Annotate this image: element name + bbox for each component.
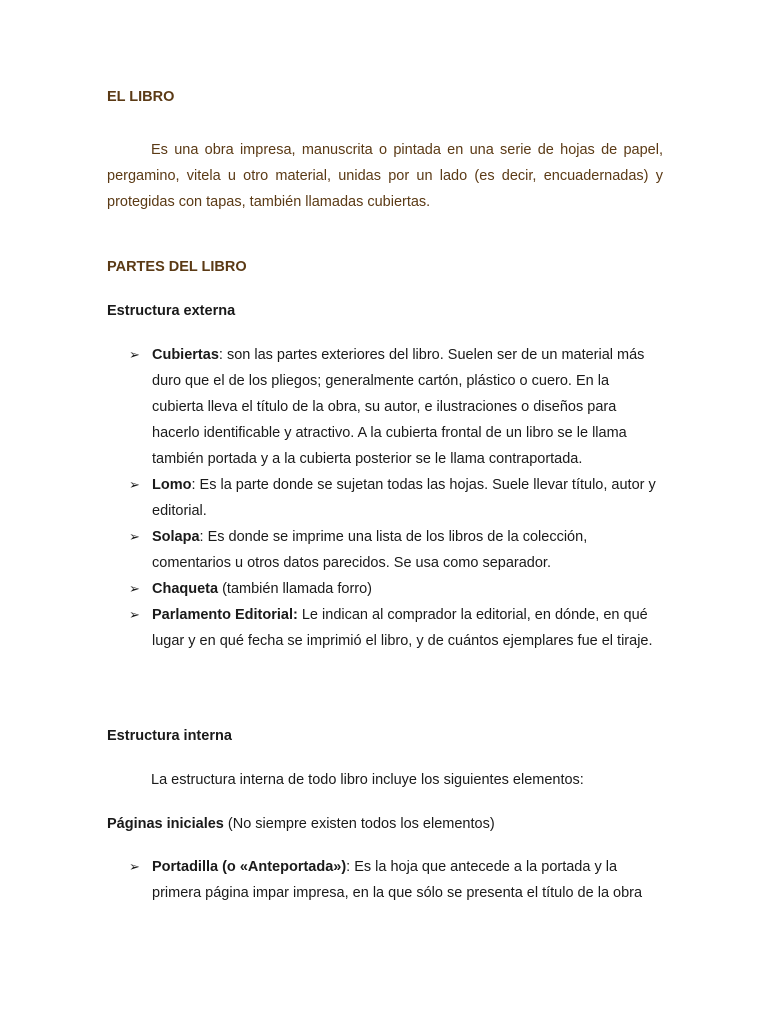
list-item — [107, 602, 663, 654]
list-item-term: Parlamento Editorial: — [152, 607, 298, 623]
list-item-term: Cubiertas — [152, 347, 219, 363]
interna-intro: La estructura interna de todo libro incluye los siguientes elementos: — [151, 772, 584, 788]
arrow-bullet-icon: ➢ — [129, 477, 140, 492]
intro-paragraph — [107, 137, 663, 215]
subsection-title-interna: Estructura interna — [107, 728, 232, 744]
list-item-term: Portadilla (o «Anteportada») — [152, 859, 347, 875]
arrow-bullet-icon: ➢ — [129, 347, 140, 362]
subsection-title-externa: Estructura externa — [107, 303, 236, 319]
list-item — [107, 854, 663, 906]
list-item-text: (también llamada forro) — [218, 581, 372, 597]
iniciales-title: Páginas iniciales — [107, 816, 224, 832]
list-item-text: Le indican al comprador la editorial, en dónde, en qué lugar y en qué fecha se imprimió el libro, y de cuántos ejemplares fue el tiraje. — [152, 607, 653, 649]
list-item — [107, 342, 663, 472]
iniciales-list — [107, 854, 663, 906]
iniciales-heading — [107, 816, 495, 832]
list-item — [107, 576, 663, 602]
list-item-term: Lomo — [152, 477, 192, 493]
arrow-bullet-icon: ➢ — [129, 581, 140, 596]
list-item-term: Solapa — [152, 529, 200, 545]
list-item — [107, 524, 663, 576]
list-item-text: : Es donde se imprime una lista de los libros de la colección, comentarios u otros datos parecidos. Se usa como separador. — [152, 529, 588, 571]
list-item-text: : Es la hoja que antecede a la portada y la primera página impar impresa, en la que sólo se presenta el título de la obra — [152, 859, 643, 901]
arrow-bullet-icon: ➢ — [129, 859, 140, 874]
page-title: EL LIBRO — [107, 89, 175, 105]
list-item — [107, 472, 663, 524]
iniciales-note: (No siempre existen todos los elementos) — [223, 816, 495, 832]
arrow-bullet-icon: ➢ — [129, 607, 140, 622]
list-item-text: : Es la parte donde se sujetan todas las hojas. Suele llevar título, autor y editorial. — [152, 477, 656, 519]
section-title-partes: PARTES DEL LIBRO — [107, 259, 247, 275]
list-item-text: : son las partes exteriores del libro. Suelen ser de un material más duro que el de los pliegos; generalmente cartón, plástico o cuero. En la cubierta lleva el título de la obra, su autor, e ilustraciones o diseños para hacerlo identificable y atractivo. A la cubierta frontal de un libro se le llama también portada y a la cubierta posterior se le llama contraportada. — [152, 347, 645, 467]
arrow-bullet-icon: ➢ — [129, 529, 140, 544]
intro-text: Es una obra impresa, manuscrita o pintada en una serie de hojas de papel, pergamino, vitela u otro material, unidas por un lado (es decir, encuadernadas) y protegidas con tapas, también llamadas cubiertas. — [107, 142, 663, 210]
list-item-term: Chaqueta — [152, 581, 219, 597]
externa-list — [107, 342, 663, 654]
